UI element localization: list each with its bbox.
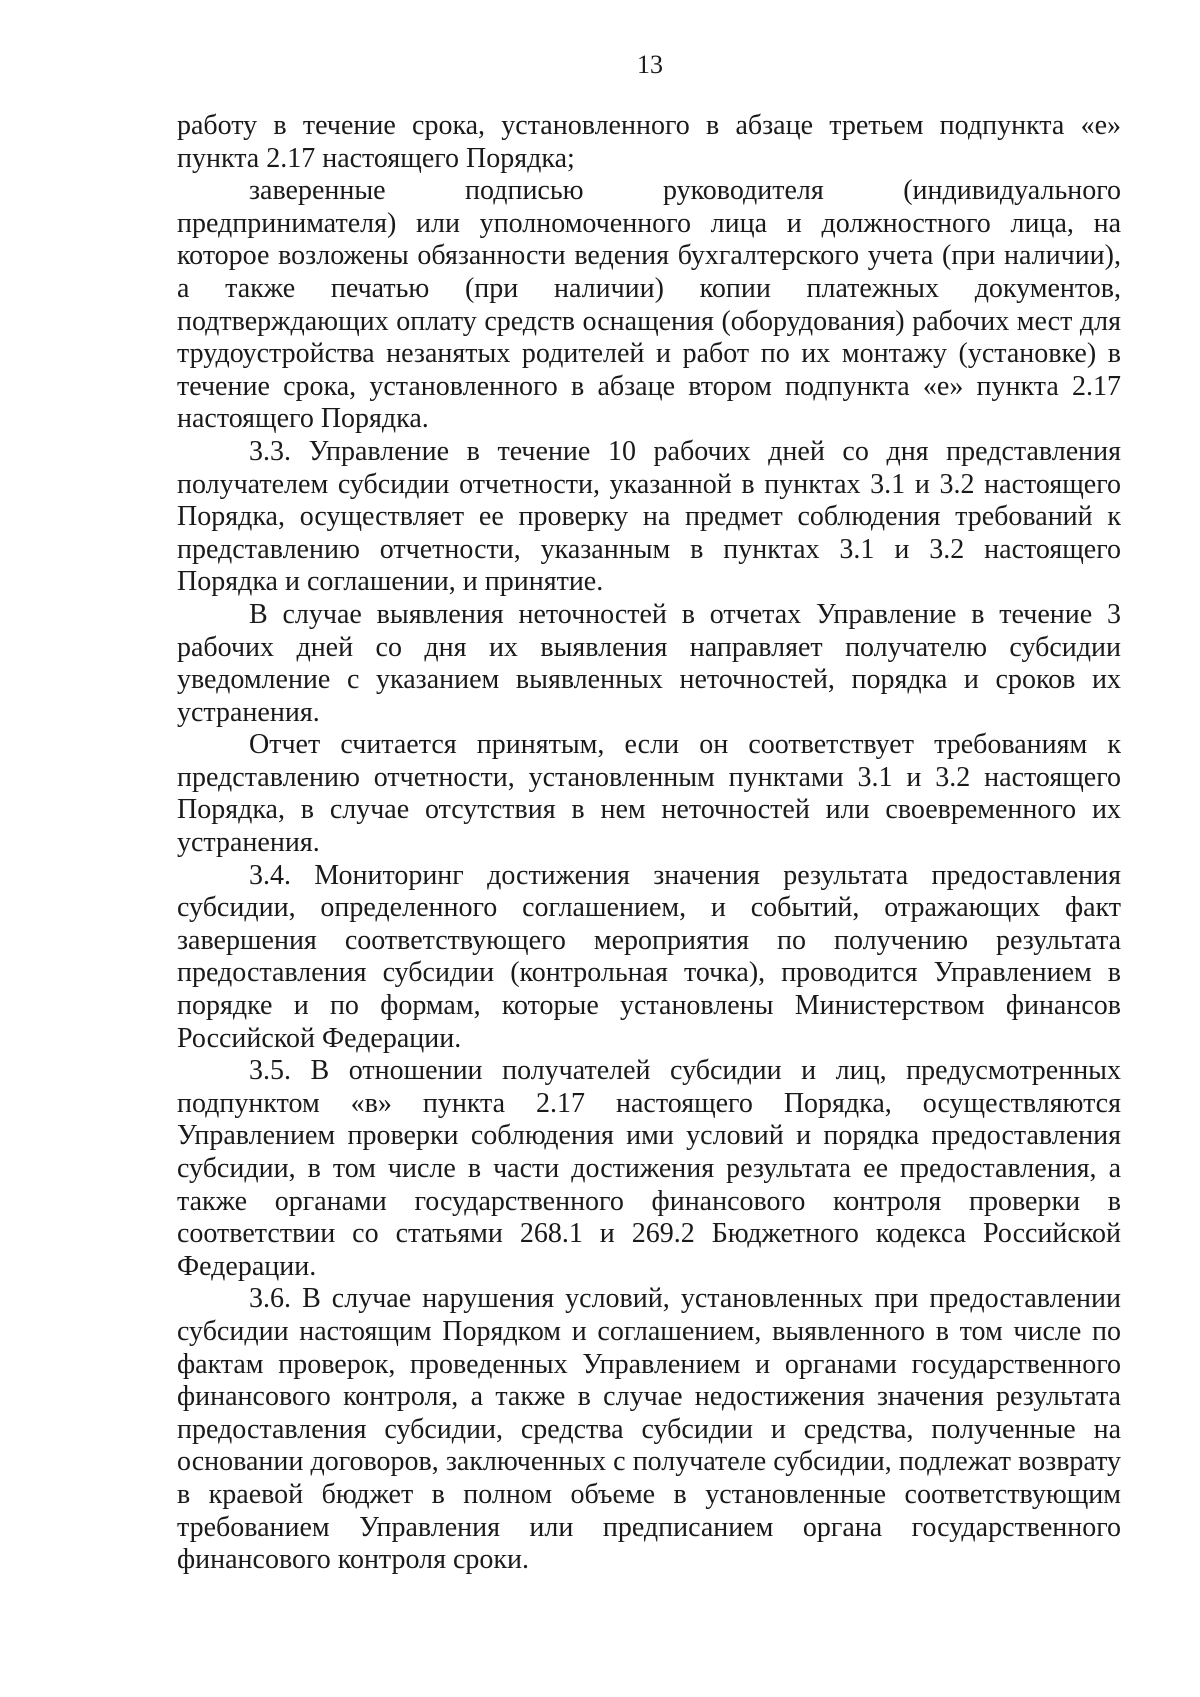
paragraph-3-6: 3.6. В случае нарушения условий, установленных при предоставлении субсидии настоящим Порядком и соглашением, выявленного в том числе по фактам проверок, проведенных Управлением и органами государственного финансового контроля, а также в случае недостижения значения результата предоставления субсидии, средства субсидии и средства, полученные на основании договоров, заключенных с получателе субсидии, подлежат возврату в краевой бюджет в полном объеме в установленные соответствующим требованием Управления или предписанием органа государственного финансового контроля сроки. [177, 1283, 1121, 1576]
paragraph: заверенные подписью руководителя (индивидуального предпринимателя) или уполномоченного лица и должностного лица, на которое возложены обязанности ведения бухгалтерского учета (при наличии), а также печатью (при наличии) копии платежных документов, подтверждающих оплату средств оснащения (оборудования) рабочих мест для трудоустройства незанятых родителей и работ по их монтажу (установке) в течение срока, установленного в абзаце втором подпункта «е» пункта 2.17 настоящего Порядка. [177, 175, 1121, 435]
paragraph: В случае выявления неточностей в отчетах Управление в течение 3 рабочих дней со дня их выявления направляет получателю субсидии уведомление с указанием выявленных неточностей, порядка и сроков их устранения. [177, 598, 1121, 728]
paragraph: работу в течение срока, установленного в абзаце третьем подпункта «е» пункта 2.17 настоящего Порядка; [177, 110, 1121, 174]
paragraph-3-4: 3.4. Мониторинг достижения значения результата предоставления субсидии, определенного соглашением, и событий, отражающих факт завершения соответствующего мероприятия по получению результата предоставления субсидии (контрольная точка), проводится Управлением в порядке и по формам, которые установлены Министерством финансов Российской Федерации. [177, 859, 1121, 1054]
paragraph: Отчет считается принятым, если он соответствует требованиям к представлению отчетности, установленным пунктами 3.1 и 3.2 настоящего Порядка, в случае отсутствия в нем неточностей или своевременного их устранения. [177, 729, 1121, 859]
page-number [0, 52, 1200, 78]
paragraph-3-5: 3.5. В отношении получателей субсидии и лиц, предусмотренных подпунктом «в» пункта 2.17 настоящего Порядка, осуществляются Управлением проверки соблюдения ими условий и порядка предоставления субсидии, в том числе в части достижения результата ее предоставления, а также органами государственного финансового контроля проверки в соответствии со статьями 268.1 и 269.2 Бюджетного кодекса Российской Федерации. [177, 1055, 1121, 1282]
page-number-text: 13 [637, 50, 663, 79]
document-body [177, 110, 1121, 1577]
paragraph-3-3: 3.3. Управление в течение 10 рабочих дней со дня представления получателем субсидии отчетности, указанной в пунктах 3.1 и 3.2 настоящего Порядка, осуществляет ее проверку на предмет соблюдения требований к представлению отчетности, указанным в пунктах 3.1 и 3.2 настоящего Порядка и соглашении, и принятие. [177, 435, 1121, 598]
